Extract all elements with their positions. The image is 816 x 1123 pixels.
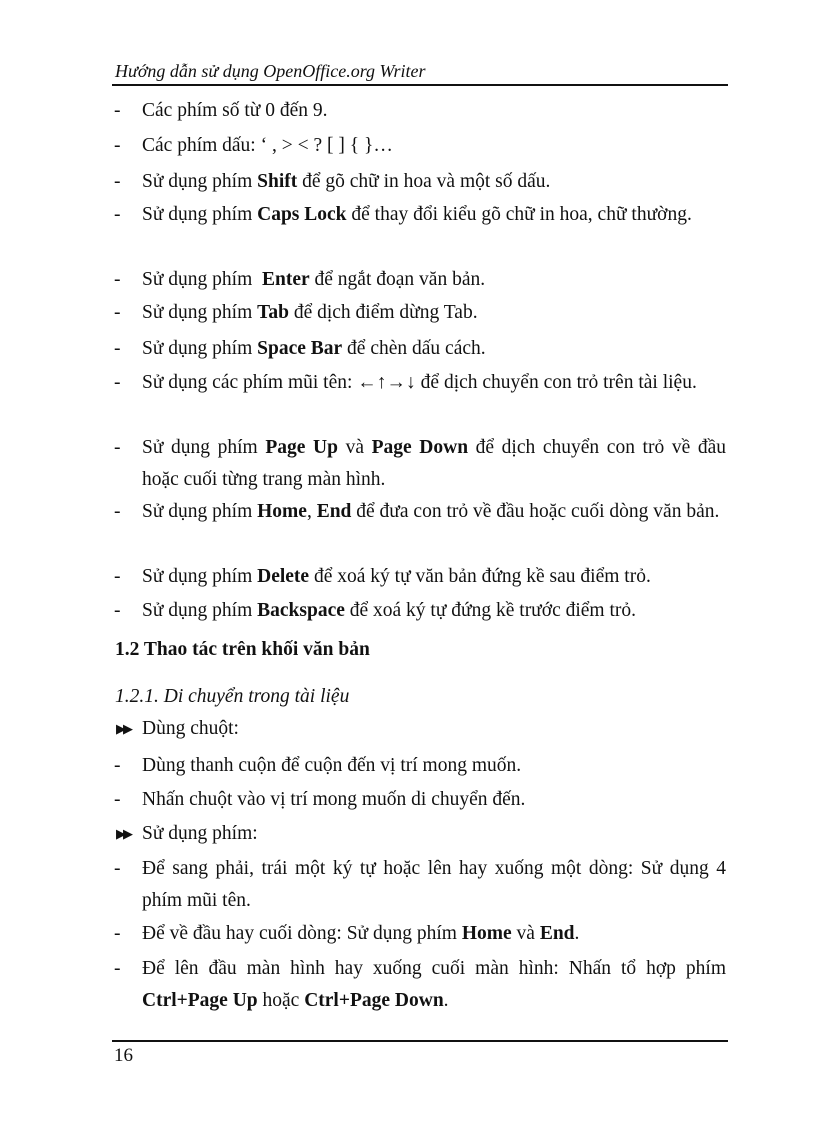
- list-item: ▶▶ Sử dụng phím:: [142, 818, 726, 850]
- dash-marker: -: [114, 269, 121, 290]
- list-item: - Các phím số từ 0 đến 9.: [142, 95, 726, 127]
- key-end: End: [539, 923, 575, 944]
- list-item: - Sử dụng các phím mũi tên: ←↑→↓ để dịch chuyển con trỏ trên tài liệu.: [142, 367, 726, 399]
- dash-marker: -: [114, 858, 121, 879]
- section-heading: 1.2 Thao tác trên khối văn bản: [115, 639, 370, 660]
- key-ctrl-page-down: Ctrl+Page Down: [304, 990, 444, 1011]
- dash-marker: -: [114, 372, 121, 393]
- dash-marker: -: [114, 302, 121, 323]
- key-backspace: Backspace: [257, 600, 345, 621]
- dash-marker: -: [114, 135, 121, 156]
- dash-marker: -: [114, 100, 121, 121]
- subsection-heading: 1.2.1. Di chuyển trong tài liệu: [115, 686, 350, 707]
- list-item: - Nhấn chuột vào vị trí mong muốn di chuyển đến.: [142, 784, 726, 816]
- dash-marker: -: [114, 755, 121, 776]
- list-item: - Sử dụng phím Space Bar để chèn dấu cách.: [142, 333, 726, 365]
- list-item: - Sử dụng phím Page Up và Page Down để dịch chuyển con trỏ về đầu hoặc cuối từng trang màn hình.: [142, 432, 726, 496]
- list-item: - Sử dụng phím Enter để ngắt đoạn văn bản.: [142, 264, 726, 296]
- key-caps-lock: Caps Lock: [257, 204, 347, 225]
- double-arrow-icon: ▶▶: [116, 826, 130, 841]
- list-item: - Sử dụng phím Shift để gõ chữ in hoa và một số dấu.: [142, 166, 726, 198]
- key-ctrl-page-up: Ctrl+Page Up: [142, 990, 258, 1011]
- list-item: - Sử dụng phím Tab để dịch điểm dừng Tab.: [142, 297, 726, 329]
- key-end: End: [316, 501, 352, 522]
- key-enter: Enter: [262, 269, 310, 290]
- dash-marker: -: [114, 600, 121, 621]
- key-space-bar: Space Bar: [257, 338, 343, 359]
- key-tab: Tab: [257, 302, 289, 323]
- key-shift: Shift: [257, 171, 298, 192]
- list-item: - Dùng thanh cuộn để cuộn đến vị trí mong muốn.: [142, 750, 726, 782]
- list-item: ▶▶ Dùng chuột:: [142, 713, 726, 745]
- key-home: Home: [257, 501, 307, 522]
- list-item: - Để về đầu hay cuối dòng: Sử dụng phím Home và End.: [142, 918, 726, 950]
- dash-marker: -: [114, 923, 121, 944]
- list-item: - Sử dụng phím Caps Lock để thay đổi kiểu gõ chữ in hoa, chữ thường.: [142, 199, 726, 231]
- dash-marker: -: [114, 171, 121, 192]
- list-item: - Để sang phải, trái một ký tự hoặc lên hay xuống một dòng: Sử dụng 4 phím mũi tên.: [142, 853, 726, 917]
- list-item: - Các phím dấu: ‘ , > < ? [ ] { }…: [142, 130, 726, 162]
- dash-marker: -: [114, 204, 121, 225]
- list-item: - Sử dụng phím Delete để xoá ký tự văn bản đứng kề sau điểm trỏ.: [142, 561, 726, 593]
- footer-rule: [112, 1040, 728, 1042]
- running-header-title: Hướng dẫn sử dụng OpenOffice.org Writer: [115, 61, 426, 81]
- key-page-up: Page Up: [265, 437, 338, 458]
- list-item: - Sử dụng phím Home, End để đưa con trỏ về đầu hoặc cuối dòng văn bản.: [142, 496, 726, 528]
- key-home: Home: [461, 923, 512, 944]
- list-item: - Để lên đầu màn hình hay xuống cuối màn hình: Nhấn tổ hợp phím Ctrl+Page Up hoặc Ctrl+Page Down.: [142, 953, 726, 1017]
- key-delete: Delete: [257, 566, 310, 587]
- dash-marker: -: [114, 338, 121, 359]
- key-page-down: Page Down: [371, 437, 469, 458]
- list-item: - Sử dụng phím Backspace để xoá ký tự đứng kề trước điểm trỏ.: [142, 595, 726, 627]
- page-number: 16: [114, 1045, 133, 1066]
- dash-marker: -: [114, 566, 121, 587]
- dash-marker: -: [114, 789, 121, 810]
- dash-marker: -: [114, 437, 121, 458]
- double-arrow-icon: ▶▶: [116, 721, 130, 736]
- dash-marker: -: [114, 501, 121, 522]
- dash-marker: -: [114, 958, 121, 979]
